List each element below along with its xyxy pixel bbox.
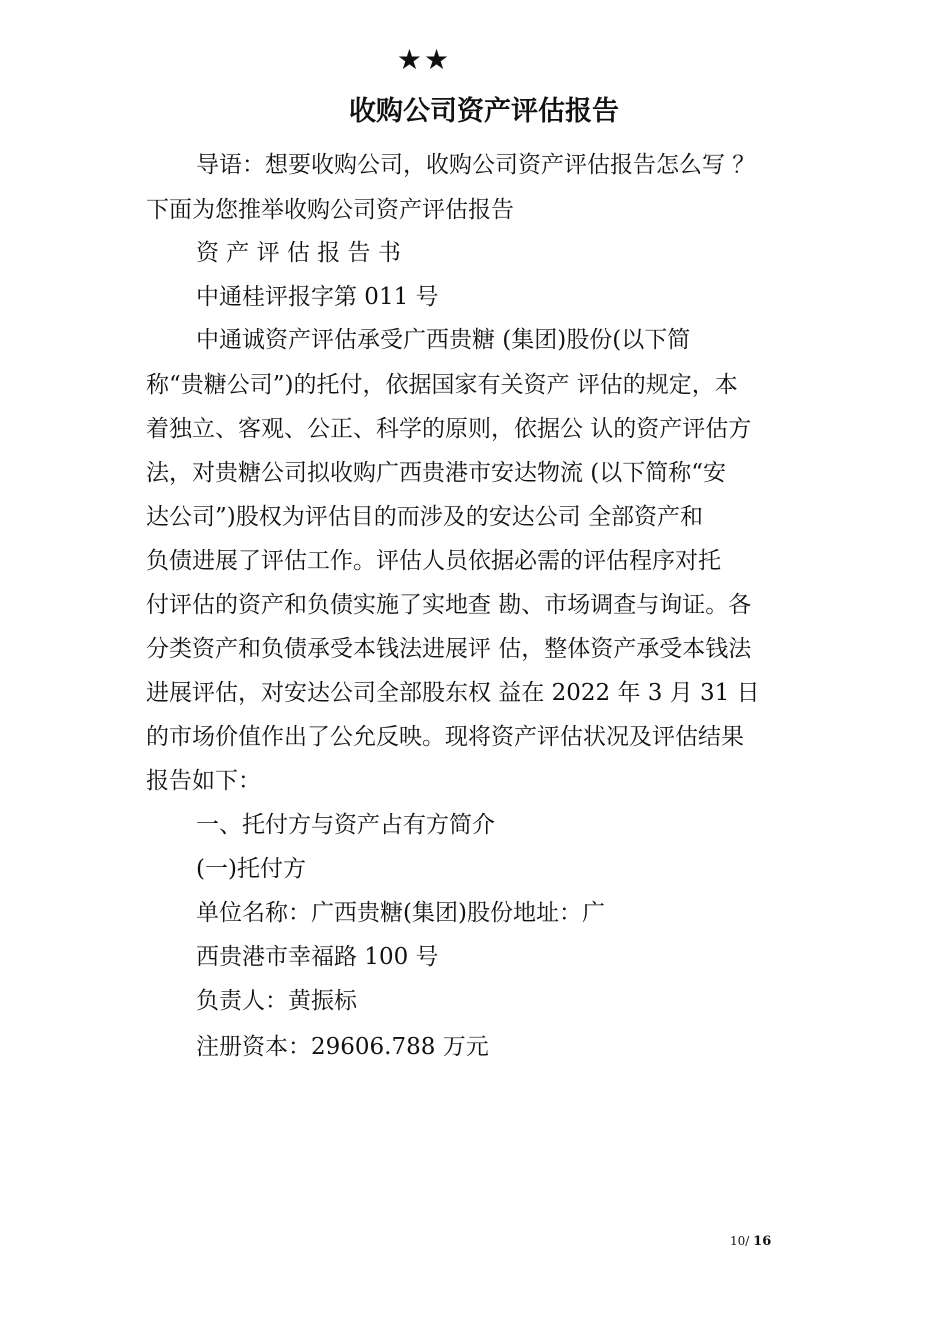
text-line: 中通桂评报字第 011 号 bbox=[196, 284, 439, 310]
text-line: 注册资本：29606.788 万元 bbox=[196, 1034, 489, 1060]
text-line: 下面为您推举收购公司资产评估报告 bbox=[146, 197, 514, 223]
text-line: 西贵港市幸福路 100 号 bbox=[196, 944, 439, 970]
text-line: 分类资产和负债承受本钱法进展评 估，整体资产承受本钱法 bbox=[146, 636, 752, 662]
text-line: 资 产 评 估 报 告 书 bbox=[196, 240, 401, 266]
text-line: 中通诚资产评估承受广西贵糖 (集团)股份(以下简 bbox=[196, 327, 691, 353]
text-line: 报告如下： bbox=[146, 768, 261, 794]
text-line: 负责人：黄振标 bbox=[196, 988, 357, 1014]
total-pages: 16 bbox=[753, 1234, 772, 1249]
text-line: 称“贵糖公司”)的托付，依据国家有关资产 评估的规定，本 bbox=[146, 372, 738, 398]
section-heading: 一、托付方与资产占有方简介 bbox=[196, 812, 495, 838]
text-line: 着独立、客观、公正、科学的原则，依据公 认的资产评估方 bbox=[146, 416, 752, 442]
text-line: 的市场价值作出了公允反映。现将资产评估状况及评估结果 bbox=[146, 724, 744, 750]
text-line: 达公司”)股权为评估目的而涉及的安达公司 全部资产和 bbox=[146, 504, 704, 530]
text-line: 单位名称：广西贵糖(集团)股份地址：广 bbox=[196, 900, 605, 926]
text-line: 付评估的资产和负债实施了实地查 勘、市场调查与询证。各 bbox=[146, 592, 752, 618]
text-line: 进展评估，对安达公司全部股东权 益在 2022 年 3 月 31 日 bbox=[146, 680, 760, 706]
text-line: 负债进展了评估工作。评估人员依据必需的评估程序对托 bbox=[146, 548, 721, 574]
text-line: 法，对贵糖公司拟收购广西贵港市安达物流 (以下简称“安 bbox=[146, 460, 727, 486]
current-page: 10 bbox=[730, 1234, 746, 1248]
document-title: 收购公司资产评估报告 bbox=[349, 96, 619, 127]
header-stars: ★★ bbox=[396, 43, 452, 76]
page-separator: / bbox=[745, 1234, 750, 1248]
text-line: 导语：想要收购公司，收购公司资产评估报告怎么写 ？ bbox=[196, 152, 756, 178]
subsection-heading: (一)托付方 bbox=[196, 856, 306, 882]
page-number bbox=[730, 1232, 771, 1251]
